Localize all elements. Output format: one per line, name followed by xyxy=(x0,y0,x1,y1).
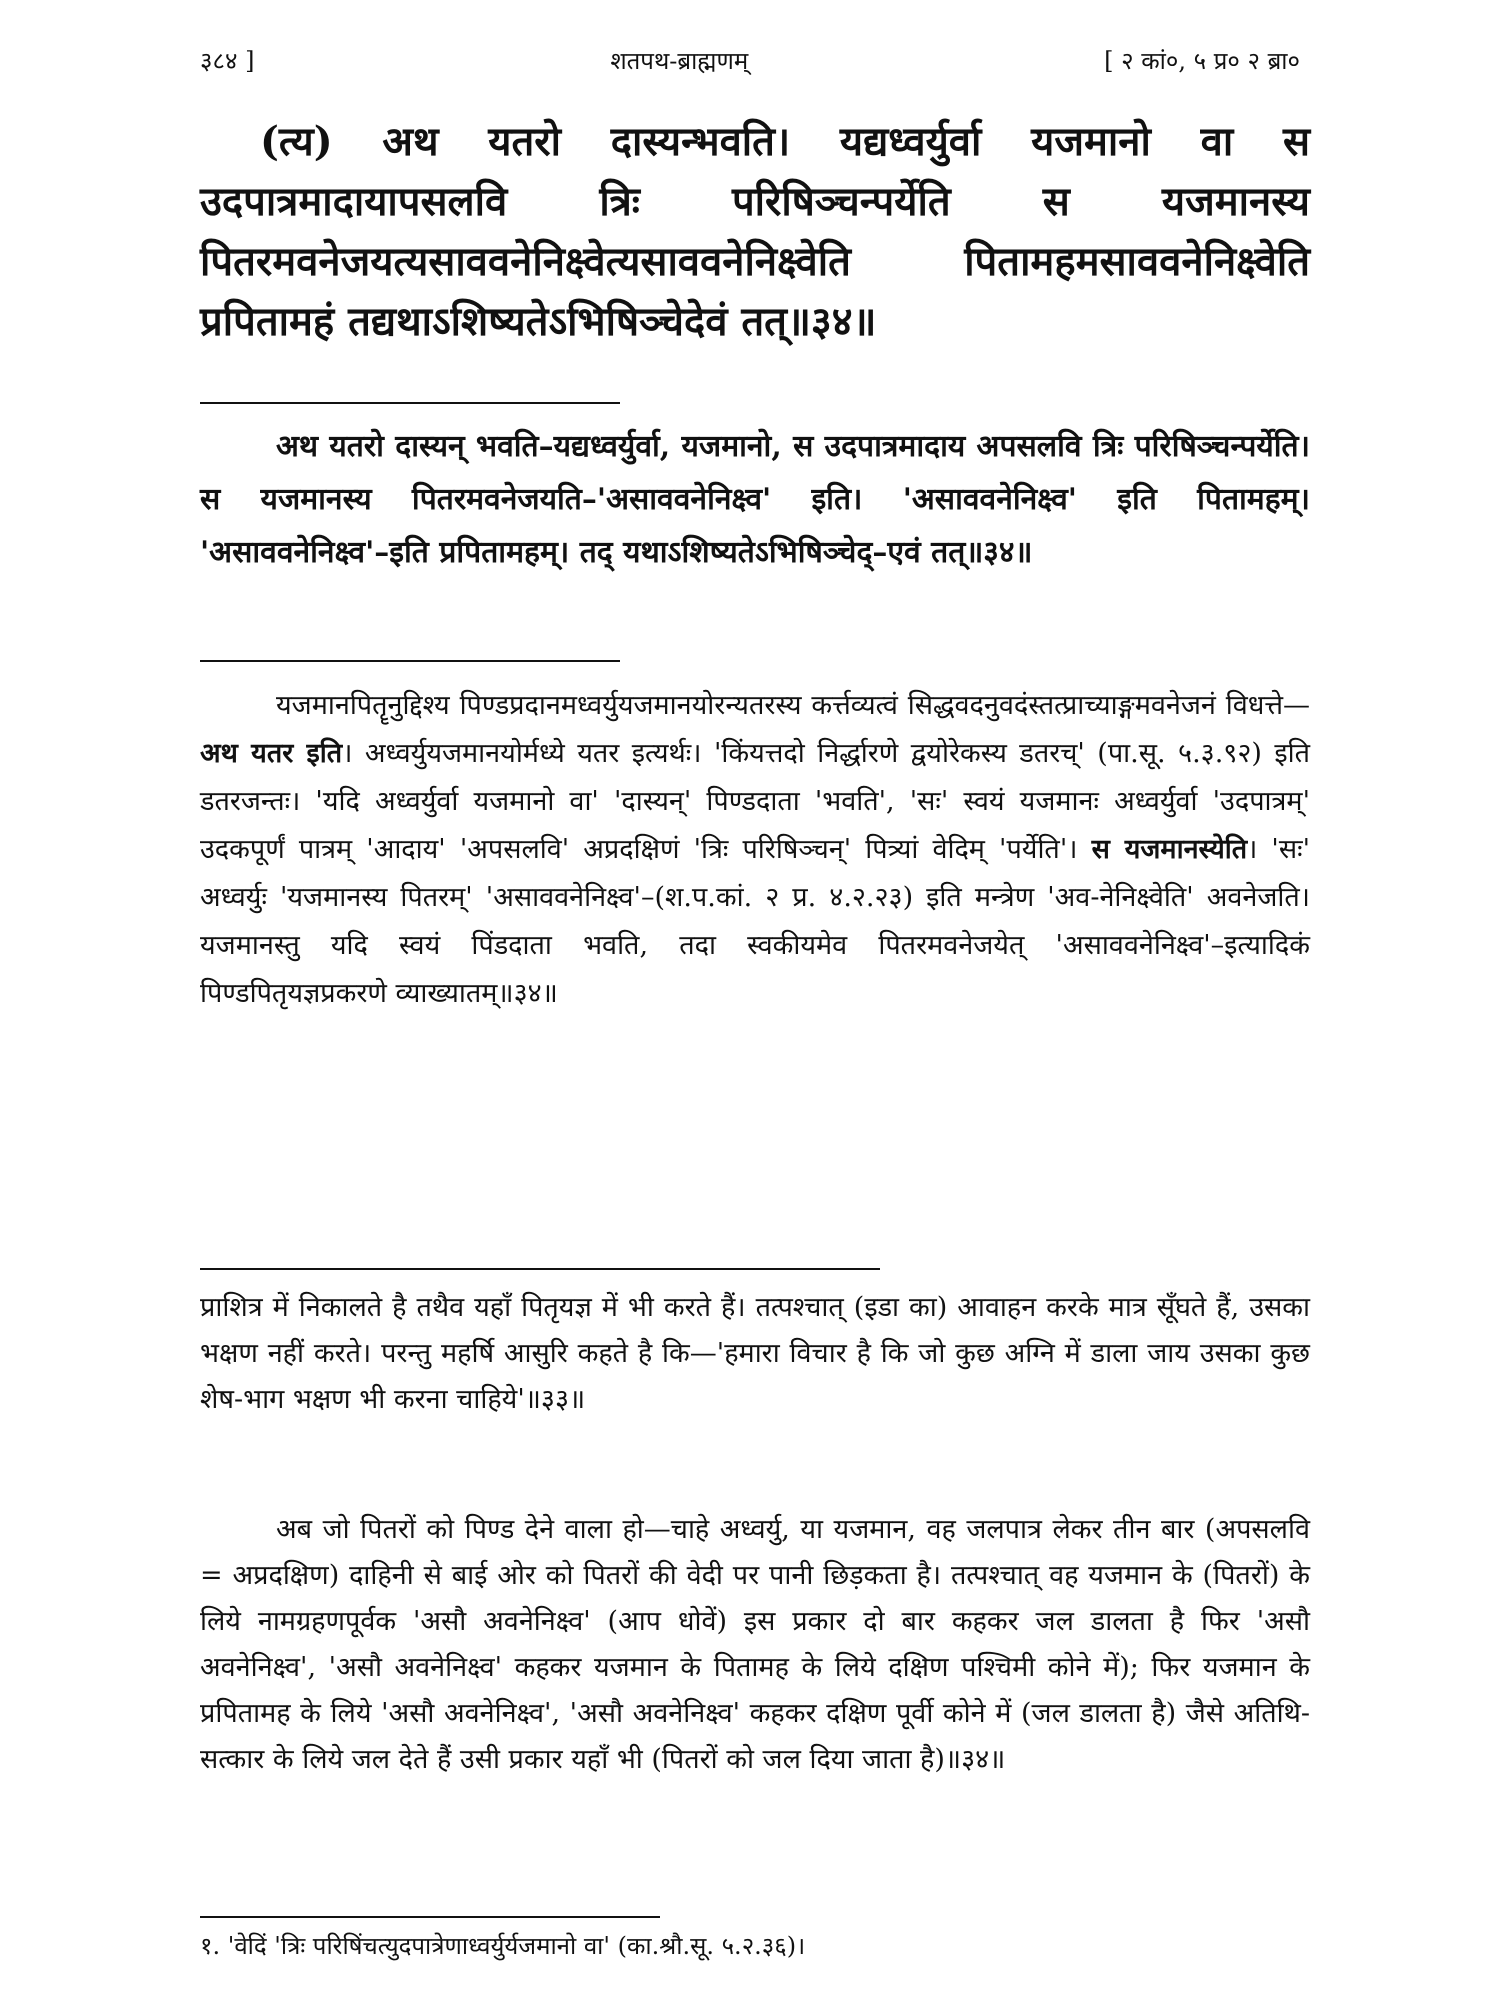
commentary-bold-2: स यजमानस्येति xyxy=(1091,834,1248,865)
hindi-translation-para-1: प्राशित्र में निकालते है तथैव यहाँ पितृयज्ञ में भी करते हैं। तत्पश्चात् (इडा का) आवाहन करके मात्र सूँघते हैं, उसका भक्षण नहीं करते। परन्तु महर्षि आसुरि कहते है कि—'हमारा विचार है कि जो कुछ अग्नि में डाला जाय उसका कुछ शेष-भाग भक्षण भी करना चाहिये'॥३३॥ xyxy=(200,1292,1310,1415)
divider xyxy=(200,1268,880,1270)
padapatha-text: अथ यतरो दास्यन् भवति–यद्यध्वर्युर्वा, यजमानो, स उदपात्रमादाय अपसलवि त्रिः परिषिञ्चन्पर्येति। स यजमानस्य पितरमवनेजयति–'असाववनेनिक्ष्व' इति। 'असाववनेनिक्ष्व' इति पितामहम्। 'असाववनेनिक्ष्व'–इति प्रपितामहम्। तद् यथाऽशिष्यतेऽभिषिञ्चेद्–एवं तत्॥३४॥ xyxy=(200,429,1310,570)
hindi-translation-para-2: अब जो पितरों को पिण्ड देने वाला हो—चाहे अध्वर्यु, या यजमान, वह जलपात्र लेकर तीन बार (अपसलवि = अप्रदक्षिण) दाहिनी से बाई ओर को पितरों की वेदी पर पानी छिड़कता है। तत्पश्चात् वह यजमान के (पितरों) के लिये नामग्रहणपूर्वक 'असौ अवनेनिक्ष्व' (आप धोवें) इस प्रकार दो बार कहकर जल डालता है फिर 'असौ अवनेनिक्ष्व', 'असौ अवनेनिक्ष्व' कहकर यजमान के पितामह के लिये दक्षिण पश्चिमी कोने में); फिर यजमान के प्रपितामह के लिये 'असौ अवनेनिक्ष्व', 'असौ अवनेनिक्ष्व' कहकर दक्षिण पूर्वी कोने में (जल डालता है) जैसे अतिथि-सत्कार के लिये जल देते हैं उसी प्रकार यहाँ भी (पितरों को जल दिया जाता है)॥३४॥ xyxy=(200,1514,1310,1775)
commentary-bold-1: अथ यतर इति xyxy=(200,738,343,769)
section-reference: [ २ कां०, ५ प्र० २ ब्रा० xyxy=(1104,46,1300,75)
divider xyxy=(200,402,620,404)
page-header xyxy=(200,40,1300,80)
mantra-text: (त्य) अथ यतरो दास्यन्भवति। यद्यध्वर्युर्वा यजमानो वा स उदपात्रमादायापसलवि त्रिः परिषिञ्चन्पर्येति स यजमानस्य पितरमवनेजयत्यसाववनेनिक्ष्वेत्यसाववनेनिक्ष्वेति पितामहमसाववनेनिक्ष्वेति प्रपितामहं तद्यथाऽशिष्यतेऽभिषिञ्चेदेवं तत्॥३४॥ xyxy=(200,118,1310,345)
sanskrit-commentary xyxy=(200,682,1310,1018)
divider xyxy=(200,660,620,662)
footnote: १. 'वेदिं 'त्रिः परिषिंचत्युदपात्रेणाध्वर्युर्यजमानो वा' (का.श्रौ.सू. ५.२.३६)। xyxy=(200,1932,806,1960)
page-number: ३८४ ] xyxy=(200,46,255,75)
commentary-part-2: । अध्वर्युयजमानयोर्मध्ये यतर इत्यर्थः। 'किंयत्तदो निर्द्धारणे द्वयोरेकस्य डतरच्' (पा.सू. ५.३.९२) इति डतरजन्तः। 'यदि अध्वर्युर्वा यजमानो वा' 'दास्यन्' पिण्डदाता 'भवति', 'सः' स्वयं यजमानः अध्वर्युर्वा 'उदपात्रम्' उदकपूर्णं पात्रम् 'आदाय' 'अपसलवि' अप्रदक्षिणं 'त्रिः परिषिञ्चन्' पित्र्यां वेदिम् 'पर्येति'। xyxy=(200,738,1310,865)
commentary-part-1: यजमानपितॄनुद्दिश्य पिण्डप्रदानमध्वर्युयजमानयोरन्यतरस्य कर्त्तव्यत्वं सिद्धवदनुवदंस्तत्प्राच्याङ्गमवनेजनं विधत्ते— xyxy=(276,690,1310,721)
footnote-divider xyxy=(200,1916,660,1918)
running-title: शतपथ-ब्राह्मणम् xyxy=(610,46,749,75)
commentary-part-3: । 'सः' अध्वर्युः 'यजमानस्य पितरम्' 'असाववनेनिक्ष्व'–(श.प.कां. २ प्र. ४.२.२३) इति मन्त्रेण 'अव-नेनिक्ष्वेति' अवनेजति। यजमानस्तु यदि स्वयं पिंडदाता भवति, तदा स्वकीयमेव पितरमवनेजयेत् 'असाववनेनिक्ष्व'–इत्यादिकं पिण्डपितृयज्ञप्रकरणे व्याख्यातम्॥३४॥ xyxy=(200,834,1310,1009)
